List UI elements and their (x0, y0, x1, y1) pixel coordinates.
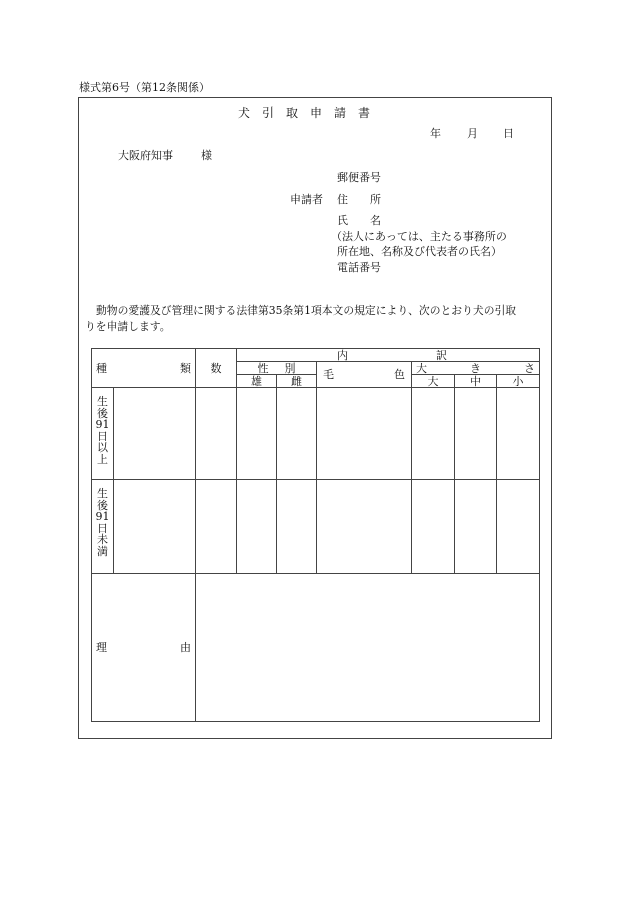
name-label: 氏 名 (337, 214, 381, 227)
count-cell[interactable] (196, 388, 237, 480)
sex-header: 性 別 (237, 362, 317, 375)
date-year: 年 (430, 127, 441, 140)
large-header: 大 (412, 375, 455, 388)
female-header: 雌 (277, 375, 317, 388)
postal-code-label: 郵便番号 (337, 171, 381, 184)
reason-cell[interactable] (196, 574, 540, 722)
small-cell[interactable] (497, 480, 540, 574)
age-under-91-days-label: 生 後 91 日 未 満 (92, 480, 114, 574)
size-header: 大 き さ (412, 362, 540, 375)
count-cell[interactable] (196, 480, 237, 574)
color-header: 毛 色 (317, 362, 412, 388)
color-cell[interactable] (317, 388, 412, 480)
form-number: 様式第6号（第12条関係） (79, 81, 210, 94)
breakdown-header: 内 訳 (237, 349, 540, 362)
female-cell[interactable] (277, 480, 317, 574)
medium-header: 中 (455, 375, 497, 388)
form-title: 犬 引 取 申 請 書 (238, 106, 371, 120)
corporation-note-line1: （法人にあっては、主たる事務所の (331, 230, 507, 243)
male-cell[interactable] (237, 388, 277, 480)
medium-cell[interactable] (455, 480, 497, 574)
type-header: 種 類 (92, 349, 196, 388)
medium-cell[interactable] (455, 388, 497, 480)
type-cell[interactable] (114, 480, 196, 574)
addressee-name: 大阪府知事 (118, 149, 173, 162)
reason-label: 理 由 (92, 574, 196, 722)
applicant-label: 申請者 (290, 193, 323, 206)
body-text-line1: 動物の愛護及び管理に関する法律第35条第1項本文の規定により、次のとおり犬の引取 (96, 304, 517, 317)
body-text-line2: りを申請します。 (85, 320, 171, 333)
phone-label: 電話番号 (337, 261, 381, 274)
dog-details-table (91, 348, 540, 722)
date-month: 月 (467, 127, 478, 140)
corporation-note-line2: 所在地、名称及び代表者の氏名） (337, 245, 502, 258)
address-label: 住 所 (337, 193, 381, 206)
date-day: 日 (503, 127, 514, 140)
large-cell[interactable] (412, 388, 455, 480)
male-cell[interactable] (237, 480, 277, 574)
color-cell[interactable] (317, 480, 412, 574)
male-header: 雄 (237, 375, 277, 388)
count-header: 数 (196, 349, 237, 388)
large-cell[interactable] (412, 480, 455, 574)
female-cell[interactable] (277, 388, 317, 480)
age-91-days-or-more-label: 生 後 91 日 以 上 (92, 388, 114, 480)
addressee-honorific: 様 (201, 149, 212, 162)
small-header: 小 (497, 375, 540, 388)
type-cell[interactable] (114, 388, 196, 480)
small-cell[interactable] (497, 388, 540, 480)
